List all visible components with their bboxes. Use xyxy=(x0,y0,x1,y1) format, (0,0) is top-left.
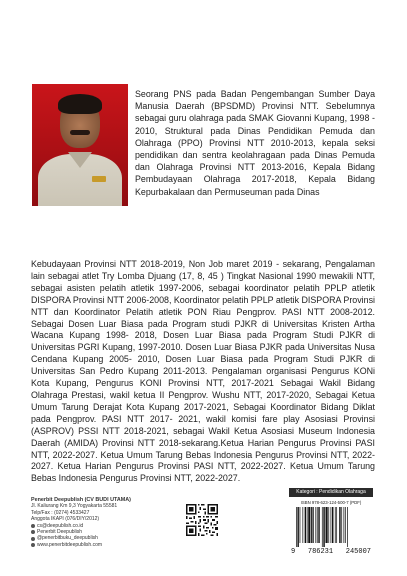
barcode-digits xyxy=(289,548,373,556)
barcode-bar xyxy=(297,507,298,547)
author-bio-intro: Seorang PNS pada Badan Pengembangan Sumber Daya Manusia Daerah (BPSDMD) Provinsi NTT. Sebelumnya sebagai guru olahraga pada SMAK Giovanni Kupang, 1998 - 2010, Struktural pada Dinas Pendidikan Pemuda dan Olahraga (PPO) Provinsi NTT 2010-2013, kepala seksi pendidikan dan sentra keolahragaan pada Dinas Pemuda dan Olahraga Provinsi NTT 2013-2016, Kepala Bidang Pembudayaan Olahraga 2017-2018, Kepala Bidang Kepurbakalaan dan Permuseuman pada Dinas xyxy=(135,89,375,197)
photo-hair xyxy=(58,94,102,114)
contact-instagram-text: @penerbitbuku_deepublish xyxy=(37,535,98,542)
category-label: Kategori : Pendidikan Olahraga xyxy=(289,488,373,497)
barcode-bar xyxy=(335,507,336,543)
contact-website xyxy=(31,542,181,548)
barcode-bar xyxy=(307,507,308,543)
facebook-icon xyxy=(31,530,35,534)
photo-name-badge xyxy=(92,176,106,182)
publisher-name: Penerbit Deepublish (CV BUDI UTAMA) xyxy=(31,497,131,503)
publisher-phone: Telp/Fax : (0274) 4533427 xyxy=(31,509,90,516)
barcode-bar xyxy=(344,507,345,543)
barcode-digit-lead: 9 xyxy=(291,548,296,556)
barcode-bar xyxy=(315,507,316,543)
author-bio-body: Kebudayaan Provinsi NTT 2018-2019, Non Job maret 2019 - sekarang, Pengalaman lain sebagai atlet Try Lomba Djuang (17, 8, 45 ) Tingkat Nasional 1990 mewakili NTT, sebagai asisten pelatih atletik 1997-2006, sebagai koordinator pelatih PPLP atletik DISPORA Provinsi NTT 2006-2008, Koordinator pelatih PPLP atletik DISPORA Provinsi NTT dan Koordinator Pelatih atletik PON Riau Pengprov. PASI NTT 2008-2012. Sebagai Dosen Luar Biasa pada Program studi PJKR di Universitas Kristen Artha Wacana Kupang 1998- 2018, Dosen Luar Biasa pada Program Studi PJKR di Universitas PGRI Kupang, 1997-2010. Dosen Luar Biasa PJKR pada Universitas Nusa Cendana Kupang 2005- 2010, Dosen Luar Biasa pada Program Studi PJKR di Universitas San Pedro Kupang 2011-2013. Pengalaman organisasi Pengurus KONi Kota Kupang, Pengurus KONI Provinsi NTT, 2017-2021 Sebagai Wakil Bidang Olahraga Prestasi, wakil ketua II Pengprov. Wushu NTT, 2017-2020, Sebagai Ketua Umum Tarung Derajat Kota Kupang 2017-2021, Sebagai Koordinator Bidang Diklat pada Pengprov. PASI NTT 2017- 2021, wakil komisi fare play Asosiasi Provinsi (ASPROV) PSSI NTT 2018-2021, sebagai Wakil Ketua Asosiasi Museum Indonesia Daerah (AMIDA) Provinsi NTT 2018-sekarang.Ketua Harian Pengurus Provinsi PASI NTT, 2022-2027. Ketua Umum Tarung Bebas Indonesia Pengurus Provinsi NTT, 2022-2027. Ketua Harian Pengurus Provinsi PASI NTT, 2022-2027. Ketua Umum Tarung Bebas Indonesia Pengurus Provinsi NTT, 2022-2027. xyxy=(31,259,375,484)
barcode-bar xyxy=(313,507,314,543)
qr-code xyxy=(186,504,218,536)
barcode-bar xyxy=(318,507,319,543)
barcode-bar xyxy=(332,507,333,543)
barcode-bar xyxy=(347,507,348,547)
isbn-number: ISBN 978-623-124-500-7 (PDF) xyxy=(300,500,362,505)
contact-website-text: www.penerbitdeepublish.com xyxy=(37,541,103,548)
publisher-ikapi: Anggota IKAPI (076/DIY/2012) xyxy=(31,516,100,523)
instagram-icon xyxy=(31,537,35,541)
barcode-bar xyxy=(328,507,329,543)
barcode-bar xyxy=(305,507,306,543)
barcode-bar xyxy=(345,507,346,543)
barcode-bar xyxy=(322,507,323,547)
barcode-bar xyxy=(308,507,310,543)
contact-facebook-text: Penerbit Deepublish xyxy=(37,529,83,536)
barcode-digits-right: 245007 xyxy=(345,548,371,556)
barcode-bar xyxy=(326,507,328,543)
barcode-bar xyxy=(317,507,318,543)
barcode-digits-left: 786231 xyxy=(307,548,334,556)
barcode-bar xyxy=(336,507,337,543)
barcode-bar xyxy=(341,507,342,543)
photo-moustache xyxy=(70,130,90,135)
barcode-bar xyxy=(311,507,312,543)
publisher-address: Jl. Kaliurang Km 9,3 Yogyakarta 55581 xyxy=(31,503,118,510)
barcode-bar xyxy=(331,507,332,543)
barcode xyxy=(295,507,369,547)
email-icon xyxy=(31,524,35,528)
author-photo xyxy=(32,84,128,206)
barcode-bar xyxy=(302,507,303,543)
globe-icon xyxy=(31,543,35,547)
barcode-bar xyxy=(339,507,340,543)
publisher-info xyxy=(31,497,181,548)
isbn-block xyxy=(289,488,373,566)
contact-email-text: cs@deepublish.co.id xyxy=(37,522,84,529)
barcode-bar xyxy=(296,507,297,547)
barcode-bar xyxy=(323,507,324,547)
barcode-bar xyxy=(300,507,301,543)
